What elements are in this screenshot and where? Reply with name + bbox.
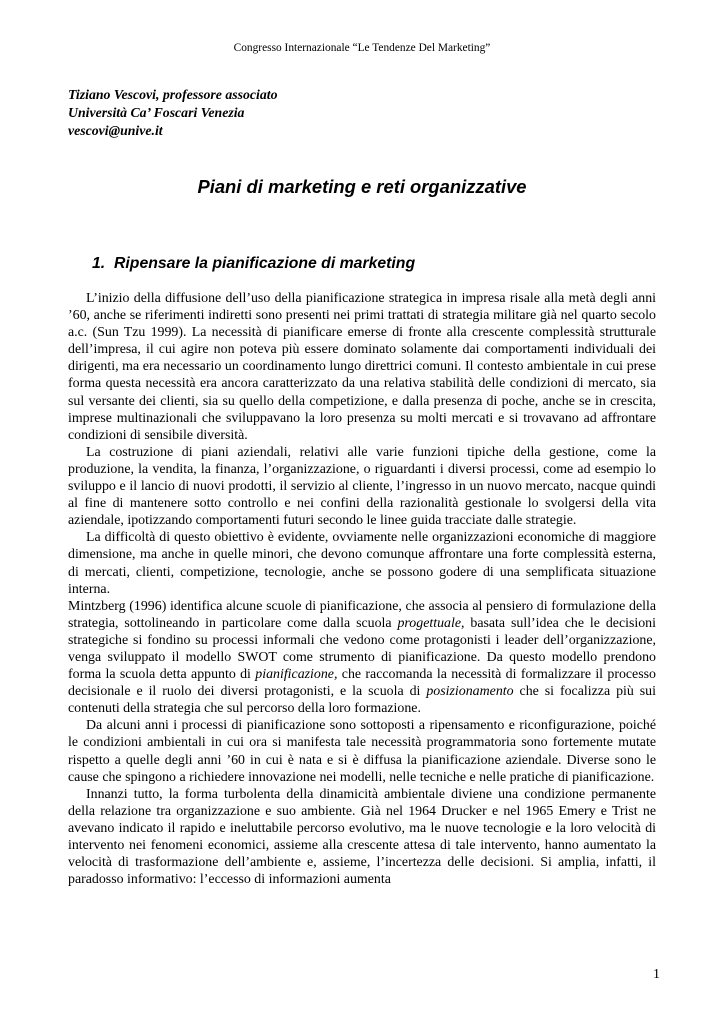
text-span: Mintzberg (1996) identifica alcune scuole di pianificazione, che associa al pensiero di formulazione della strategia, sottolineando in particolare come dalla scuola: [68, 598, 656, 631]
paragraph: L’inizio della diffusione dell’uso della pianificazione strategica in impresa risale alla metà degli anni ’60, anche se riferimenti indiretti sono presenti nei primi trattati di strategia militare già nel quarto secolo a.c. (Sun Tzu 1999). La necessità di pianificare emerse di fronte alla crescente complessità strutturale dell’impresa, il cui agire non poteva più essere dominato solamente dai comportamenti individuali dei dirigenti, ma era necessario un coordinamento lungo direttrici comuni. Il contesto ambientale in cui prese forma questa necessità era ancora caratterizzato da una relativa stabilità delle condizioni di mercato, sia sul versante dei clienti, sia su quello della competizione, e dalla presenza di poche, anche se in crescita, imprese multinazionali che sviluppavano la loro presenza su molti mercati e si trovavano ad affrontare condizioni di sensibile diversità.: [68, 291, 656, 443]
paragraph: La costruzione di piani aziendali, relativi alle varie funzioni tipiche della gestione, come la produzione, la vendita, la finanza, l’organizzazione, o riguardanti i diversi processi, come ad esempio lo sviluppo e il lancio di nuovi prodotti, il servizio al cliente, l’ingresso in un nuovo mercato, nacque quindi al fine di mantenere sotto controllo e nei confini della razionalità gestionale lo svolgersi della vita aziendale, ipotizzando comportamenti futuri secondo le linee guida tracciate dalle strategie.: [68, 444, 656, 529]
section-title: Ripensare la pianificazione di marketing: [114, 255, 416, 272]
italic-term: pianificazione,: [255, 667, 338, 683]
paragraph: [68, 598, 656, 718]
body-text: [68, 290, 656, 950]
text-span: che raccomanda la necessità di formalizzare il processo decisionale e il ruolo dei diversi protagonisti, e la scuola di: [68, 667, 656, 700]
paragraph: Innanzi tutto, la forma turbolenta della dinamicità ambientale diviene una condizione permanente della relazione tra organizzazione e suo ambiente. Già nel 1964 Drucker e nel 1965 Emery e Trist ne avevano indicato il rapido e ineluttabile percorso evolutivo, ma le nuove tecnologie e la loro velocità di intervento nei fenomeni economici, assieme alla crescente attesa di tale intervento, hanno aumentato la velocità di trasformazione dell’ambiente e, assieme, l’incertezza delle decisioni. Si amplia, infatti, il paradosso informativo: l’eccesso di informazioni aumenta: [68, 786, 656, 888]
author-block: [68, 86, 278, 140]
paragraph: La difficoltà di questo obiettivo è evidente, ovviamente nelle organizzazioni economiche di maggiore dimensione, ma anche in quelle minori, che devono comunque affrontare una forte complessità esterna, di mercati, clienti, competizione, tecnologie, anche se possono godere di una semplificata situazione interna.: [68, 530, 656, 597]
text-span: che si focalizza più sui contenuti della strategia che sul percorso della loro formazione.: [68, 684, 656, 717]
section-heading: [92, 254, 415, 274]
page-number: 1: [653, 967, 660, 982]
author-name: Tiziano Vescovi, professore associato: [68, 87, 278, 102]
text-span: , basata sull’idea che le decisioni strategiche si fondino su processi informali che vedono come protagonisti i leader dell’organizzazione, venga sviluppato il modello SWOT come strumento di pianificazione. Da questo modello prendono forma la scuola detta appunto di: [68, 615, 656, 683]
italic-term: posizionamento: [426, 684, 514, 700]
author-affiliation: Università Ca’ Foscari Venezia: [68, 105, 245, 120]
paper-title: Piani di marketing e reti organizzative: [197, 176, 527, 197]
italic-term: progettuale: [397, 615, 461, 631]
section-number: 1.: [92, 255, 106, 272]
paragraph: Da alcuni anni i processi di pianificazione sono sottoposti a ripensamento e riconfigurazione, poiché le condizioni ambientali in cui ora si manifesta tale necessità programmatoria sono fortemente mutate rispetto a quelle degli anni ’60 in cui è nata e si è diffusa la pianificazione aziendale. Diverse sono le cause che spingono a richiedere innovazione nei modelli, nelle tecniche e nelle pratiche di pianificazione.: [68, 718, 656, 785]
running-header: Congresso Internazionale “Le Tendenze Del Marketing”: [233, 42, 491, 54]
author-email: vescovi@unive.it: [68, 123, 163, 138]
